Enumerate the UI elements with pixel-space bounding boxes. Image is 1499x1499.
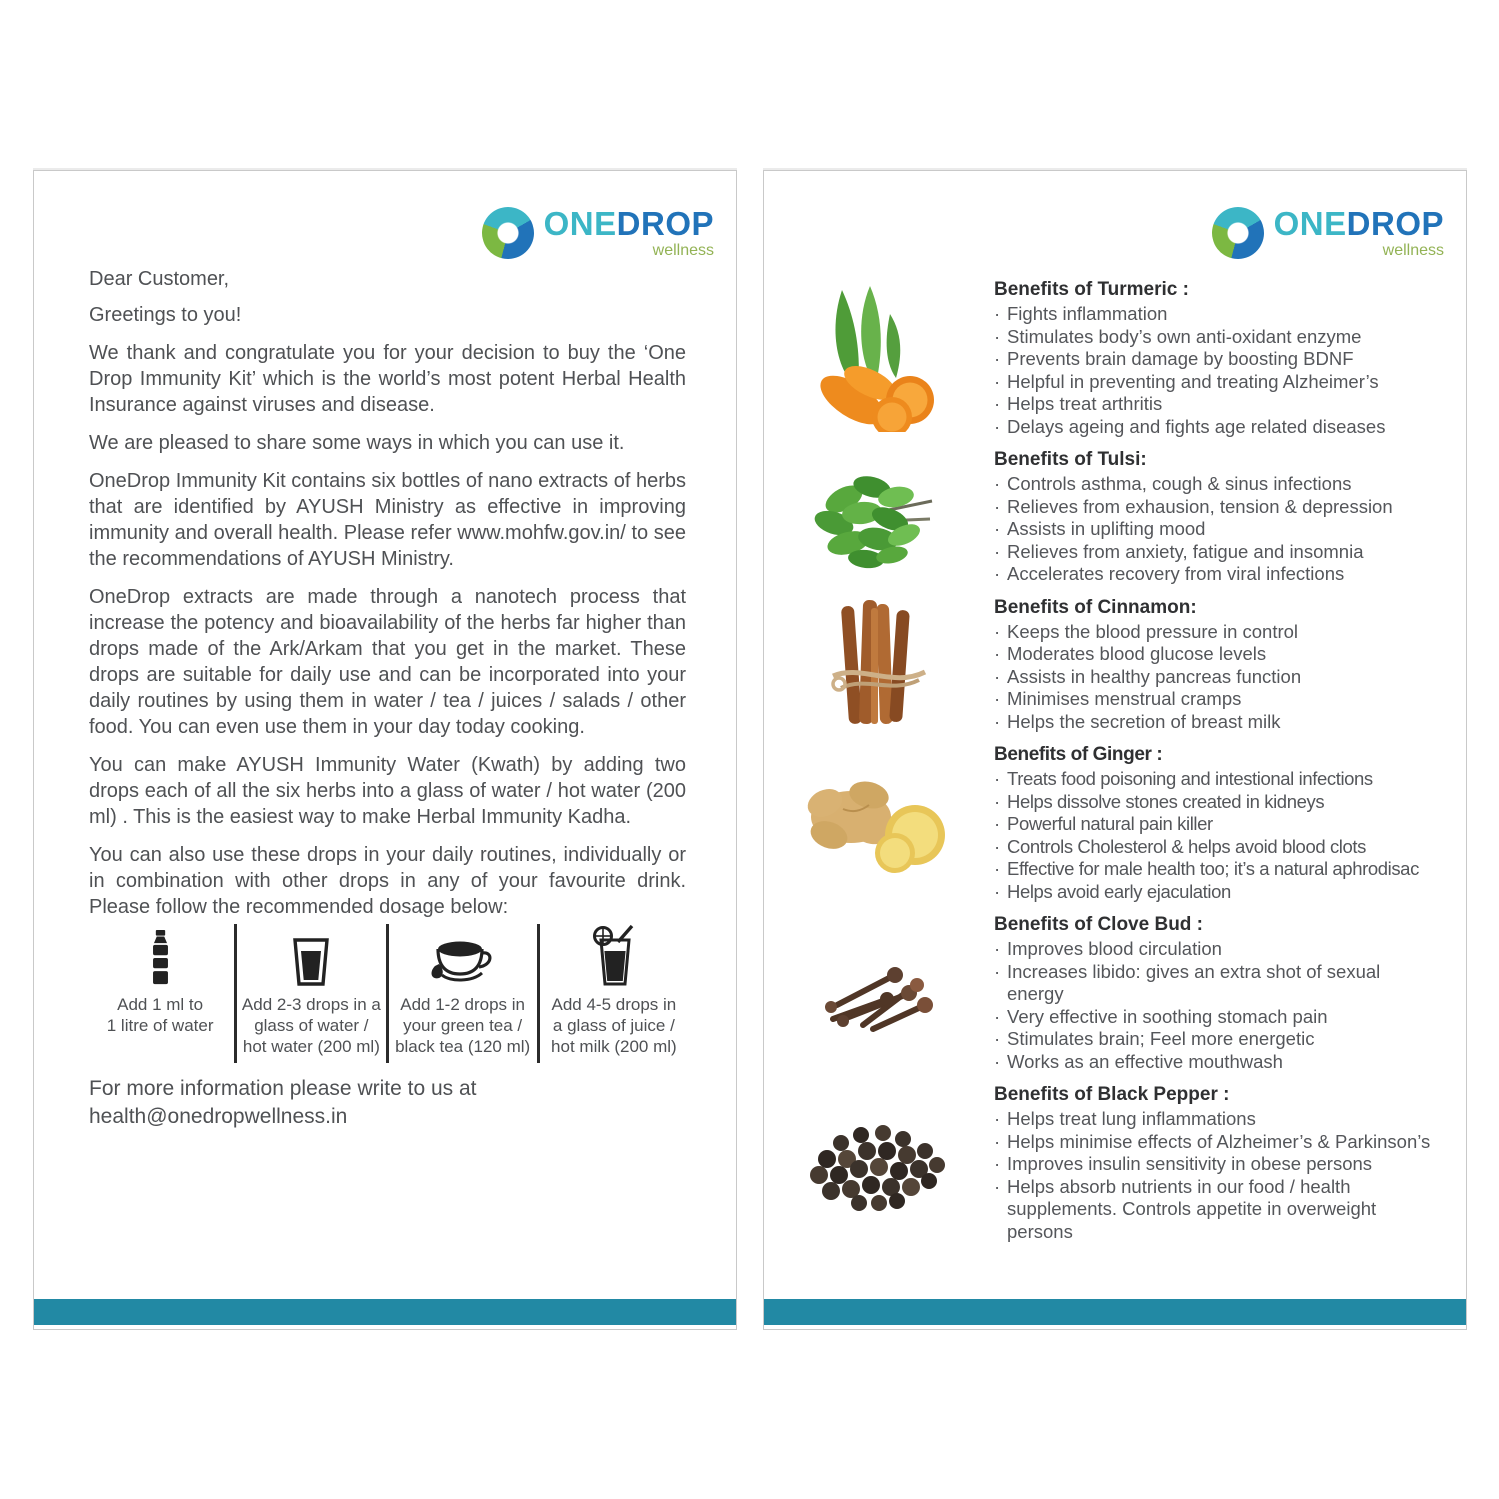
bullet-dot: · bbox=[994, 665, 1001, 687]
logo-word-one: ONE bbox=[1273, 205, 1347, 242]
bullet-item bbox=[994, 813, 1432, 836]
clove-image bbox=[764, 947, 994, 1039]
bullet-item bbox=[994, 371, 1432, 394]
bullet-item bbox=[994, 416, 1432, 439]
dosage-item-tea bbox=[386, 924, 537, 1063]
contact-block bbox=[34, 1063, 736, 1131]
letter-page bbox=[33, 170, 737, 1330]
bullet-text: Works as an effective mouthwash bbox=[1007, 1050, 1283, 1072]
bullet-item bbox=[994, 348, 1432, 371]
logo-tagline: wellness bbox=[1382, 242, 1444, 259]
bullet-item bbox=[994, 621, 1432, 644]
bullet-dot: · bbox=[994, 1028, 1001, 1049]
bullet-dot: · bbox=[994, 563, 1001, 584]
footer-bar bbox=[764, 1299, 1466, 1325]
bullet-item bbox=[994, 768, 1432, 791]
bullet-text: Relieves from anxiety, fatigue and insomnia bbox=[1007, 540, 1364, 562]
bullet-dot: · bbox=[994, 620, 1001, 642]
bullet-text: Increases libido: gives an extra shot of sexual energy bbox=[1007, 960, 1381, 1004]
bullet-dot: · bbox=[994, 415, 1001, 437]
bullet-item bbox=[994, 711, 1432, 734]
benefit-text bbox=[994, 448, 1466, 586]
bullet-item bbox=[994, 518, 1432, 541]
juice-glass-icon bbox=[591, 928, 637, 986]
bullet-item bbox=[994, 1153, 1432, 1176]
bullet-text: Helps the secretion of breast milk bbox=[1007, 710, 1281, 732]
letter-paragraph: We are pleased to share some ways in which you can use it. bbox=[89, 432, 625, 454]
bullet-item bbox=[994, 643, 1432, 666]
bullet-text: Prevents brain damage by boosting BDNF bbox=[1007, 348, 1354, 369]
bullet-text: Stimulates brain; Feel more energetic bbox=[1007, 1028, 1315, 1049]
benefit-title: Benefits of Ginger : bbox=[994, 744, 1163, 765]
bullet-item bbox=[994, 858, 1432, 881]
benefit-text bbox=[994, 913, 1466, 1073]
bullet-dot: · bbox=[994, 1130, 1001, 1152]
water-bottle-icon bbox=[149, 928, 172, 986]
bullet-dot: · bbox=[994, 938, 1001, 959]
benefit-title: Benefits of Clove Bud : bbox=[994, 914, 1204, 935]
bullet-dot: · bbox=[994, 473, 1001, 494]
dosage-caption bbox=[242, 994, 381, 1057]
dosage-item-glass bbox=[234, 924, 385, 1063]
bullet-item bbox=[994, 1176, 1432, 1244]
logo-row bbox=[34, 171, 736, 266]
bullet-text: Relieves from exhausion, tension & depression bbox=[1007, 495, 1393, 517]
bullet-dot: · bbox=[994, 858, 1000, 879]
bullet-dot: · bbox=[994, 1050, 1001, 1072]
black-pepper-image bbox=[764, 1107, 994, 1219]
bullet-dot: · bbox=[994, 393, 1001, 414]
bullet-item bbox=[994, 473, 1432, 496]
bullet-dot: · bbox=[994, 768, 1000, 789]
bullet-item bbox=[994, 1006, 1432, 1029]
benefit-section-cinnamon bbox=[764, 596, 1466, 734]
logo-wordmark bbox=[1274, 207, 1444, 241]
contact-line: For more information please write to us at bbox=[89, 1077, 477, 1100]
bullet-dot: · bbox=[994, 348, 1001, 369]
glass-icon bbox=[293, 928, 329, 986]
logo-tagline: wellness bbox=[652, 242, 714, 259]
bullet-dot: · bbox=[994, 643, 1001, 664]
bullet-dot: · bbox=[994, 325, 1001, 347]
bullet-text: Helpful in preventing and treating Alzheimer’s bbox=[1007, 370, 1379, 392]
bullet-item bbox=[994, 791, 1432, 814]
bullet-text: Keeps the blood pressure in control bbox=[1007, 620, 1299, 642]
dosage-caption bbox=[551, 994, 677, 1057]
bullet-text: Assists in uplifting mood bbox=[1007, 518, 1206, 539]
benefits-page bbox=[763, 170, 1467, 1330]
bullet-dot: · bbox=[994, 790, 1000, 812]
bullet-item bbox=[994, 541, 1432, 564]
bullet-dot: · bbox=[994, 813, 1000, 834]
bullet-item bbox=[994, 961, 1432, 1006]
letter-paragraph: You can make AYUSH Immunity Water (Kwath) by adding two drops each of all the six herbs into a glass of water / hot water (200 ml) . This is the easiest way to make Herbal Immunity Kadha. bbox=[89, 754, 686, 828]
bullet-item bbox=[994, 688, 1432, 711]
benefit-text bbox=[994, 1083, 1466, 1243]
tulsi-image bbox=[764, 461, 994, 573]
bullet-text: Stimulates body’s own anti-oxidant enzyme bbox=[1007, 325, 1362, 347]
bullet-text: Moderates blood glucose levels bbox=[1007, 643, 1267, 664]
turmeric-image bbox=[764, 284, 994, 432]
dosage-caption-line: Add 2-3 drops in a bbox=[241, 995, 381, 1014]
bullet-dot: · bbox=[994, 1108, 1001, 1129]
bullet-item bbox=[994, 393, 1432, 416]
dosage-caption bbox=[395, 994, 530, 1057]
dosage-caption bbox=[107, 994, 214, 1036]
dosage-table bbox=[86, 924, 688, 1063]
letter-body bbox=[34, 266, 736, 920]
bullet-dot: · bbox=[994, 835, 1000, 857]
dosage-caption-line: hot water (200 ml) bbox=[242, 1037, 380, 1056]
dosage-caption-line: a glass of juice / bbox=[552, 1016, 675, 1035]
bullet-item bbox=[994, 326, 1432, 349]
bullet-item bbox=[994, 303, 1432, 326]
bullet-dot: · bbox=[994, 303, 1001, 324]
bullet-text: Fights inflammation bbox=[1007, 303, 1168, 324]
bullet-text: Treats food poisoning and intestional infections bbox=[1007, 768, 1373, 789]
bullet-dot: · bbox=[994, 688, 1001, 709]
bullet-text: Improves blood circulation bbox=[1007, 938, 1222, 959]
logo-wordmark bbox=[544, 207, 714, 241]
ginger-image bbox=[764, 769, 994, 877]
dosage-caption-line: Add 1 ml to bbox=[117, 995, 204, 1014]
bullet-dot: · bbox=[994, 1005, 1001, 1027]
bullet-dot: · bbox=[994, 1153, 1001, 1174]
bullet-dot: · bbox=[994, 518, 1001, 539]
bullet-text: Helps dissolve stones created in kidneys bbox=[1007, 790, 1325, 812]
bullet-text: Assists in healthy pancreas function bbox=[1007, 665, 1302, 687]
logo-row bbox=[764, 171, 1466, 266]
dosage-caption-line: glass of water / bbox=[254, 1016, 369, 1035]
benefit-section-turmeric bbox=[764, 278, 1466, 438]
benefit-title: Benefits of Black Pepper : bbox=[994, 1084, 1230, 1105]
benefit-section-clove bbox=[764, 913, 1466, 1073]
logo-swirl-icon bbox=[476, 201, 540, 265]
dosage-caption-line: black tea (120 ml) bbox=[395, 1037, 531, 1056]
bullet-text: Helps treat lung inflammations bbox=[1007, 1108, 1256, 1129]
benefit-text bbox=[994, 278, 1466, 438]
logo-word-drop: DROP bbox=[616, 205, 714, 242]
bullet-item bbox=[994, 1028, 1432, 1051]
dosage-item-water-bottle bbox=[86, 924, 234, 1063]
bullet-text: Minimises menstrual cramps bbox=[1007, 688, 1242, 709]
contact-email: health@onedropwellness.in bbox=[89, 1105, 348, 1128]
bullet-text: Controls asthma, cough & sinus infections bbox=[1007, 473, 1352, 494]
bullet-dot: · bbox=[994, 880, 1000, 902]
benefit-section-ginger bbox=[764, 743, 1466, 903]
benefits-list bbox=[764, 266, 1466, 1243]
bullet-text: Effective for male health too; it’s a natural aphrodisac bbox=[1007, 858, 1419, 879]
benefit-title: Benefits of Turmeric : bbox=[994, 279, 1189, 300]
dosage-caption-line: Add 1-2 drops in bbox=[400, 995, 525, 1014]
letter-paragraph: OneDrop extracts are made through a nanotech process that increase the potency and bioavailability of the herbs far higher than drops made of the Ark/Arkam that you get in the market. These drops are suitable for daily use and can be incorporated into your daily routines by using them in water / tea / juices / salads / other food. You can even use them in your day today cooking. bbox=[89, 586, 686, 738]
bullet-item bbox=[994, 938, 1432, 961]
bullet-text: Very effective in soothing stomach pain bbox=[1007, 1005, 1328, 1027]
benefit-text bbox=[994, 596, 1466, 734]
logo-text bbox=[544, 207, 714, 260]
bullet-text: Delays ageing and fights age related diseases bbox=[1007, 415, 1386, 437]
benefit-section-black-pepper bbox=[764, 1083, 1466, 1243]
footer-bar bbox=[34, 1299, 736, 1325]
bullet-text: Helps treat arthritis bbox=[1007, 393, 1163, 414]
tea-cup-icon bbox=[429, 928, 497, 986]
bullet-text: Helps avoid early ejaculation bbox=[1007, 880, 1231, 902]
bullet-item bbox=[994, 1131, 1432, 1154]
bullet-item bbox=[994, 836, 1432, 859]
logo-text bbox=[1274, 207, 1444, 260]
letter-paragraph: You can also use these drops in your daily routines, individually or in combination with other drops in any of your favourite drink. Please follow the recommended dosage below: bbox=[89, 844, 686, 918]
letter-paragraph: OneDrop Immunity Kit contains six bottles of nano extracts of herbs that are identified by AYUSH Ministry as effective in improving immunity and overall health. Please refer www.mohfw.gov.in/ to see the recommendations of AYUSH Ministry. bbox=[89, 470, 686, 570]
bullet-dot: · bbox=[994, 960, 1001, 982]
bullet-text: Powerful natural pain killer bbox=[1007, 813, 1213, 834]
bullet-item bbox=[994, 1108, 1432, 1131]
logo-swirl-icon bbox=[1206, 201, 1270, 265]
bullet-text: Helps minimise effects of Alzheimer’s & Parkinson’s bbox=[1007, 1130, 1431, 1152]
bullet-dot: · bbox=[994, 495, 1001, 517]
cinnamon-image bbox=[764, 598, 994, 730]
dosage-caption-line: your green tea / bbox=[403, 1016, 523, 1035]
bullet-item bbox=[994, 881, 1432, 904]
letter-paragraph: We thank and congratulate you for your decision to buy the ‘One Drop Immunity Kit’ which is the world’s most potent Herbal Health Insurance against viruses and disease. bbox=[89, 342, 686, 416]
bullet-item bbox=[994, 1051, 1432, 1074]
bullet-text: Accelerates recovery from viral infections bbox=[1007, 563, 1345, 584]
greeting: Greetings to you! bbox=[89, 304, 242, 326]
bullet-text: Controls Cholesterol & helps avoid blood clots bbox=[1007, 835, 1366, 857]
bullet-dot: · bbox=[994, 370, 1001, 392]
dosage-item-juice bbox=[537, 924, 688, 1063]
bullet-item bbox=[994, 563, 1432, 586]
dosage-caption-line: Add 4-5 drops in bbox=[551, 995, 677, 1014]
benefit-section-tulsi bbox=[764, 448, 1466, 586]
onedrop-logo bbox=[1212, 207, 1444, 260]
logo-word-one: ONE bbox=[543, 205, 617, 242]
salutation: Dear Customer, bbox=[89, 268, 230, 290]
bullet-text: Helps absorb nutrients in our food / health supplements. Controls appetite in overweight persons bbox=[1007, 1175, 1377, 1242]
bullet-item bbox=[994, 666, 1432, 689]
bullet-dot: · bbox=[994, 710, 1001, 732]
bullet-text: Improves insulin sensitivity in obese persons bbox=[1007, 1153, 1373, 1174]
benefit-text bbox=[994, 743, 1466, 903]
logo-word-drop: DROP bbox=[1346, 205, 1444, 242]
dosage-caption-line: hot milk (200 ml) bbox=[551, 1037, 677, 1056]
benefit-title: Benefits of Cinnamon: bbox=[994, 596, 1197, 618]
onedrop-logo bbox=[482, 207, 714, 260]
bullet-dot: · bbox=[994, 540, 1001, 562]
benefit-title: Benefits of Tulsi: bbox=[994, 449, 1147, 470]
dosage-caption-line: 1 litre of water bbox=[106, 1016, 214, 1035]
bullet-item bbox=[994, 496, 1432, 519]
bullet-dot: · bbox=[994, 1175, 1001, 1197]
